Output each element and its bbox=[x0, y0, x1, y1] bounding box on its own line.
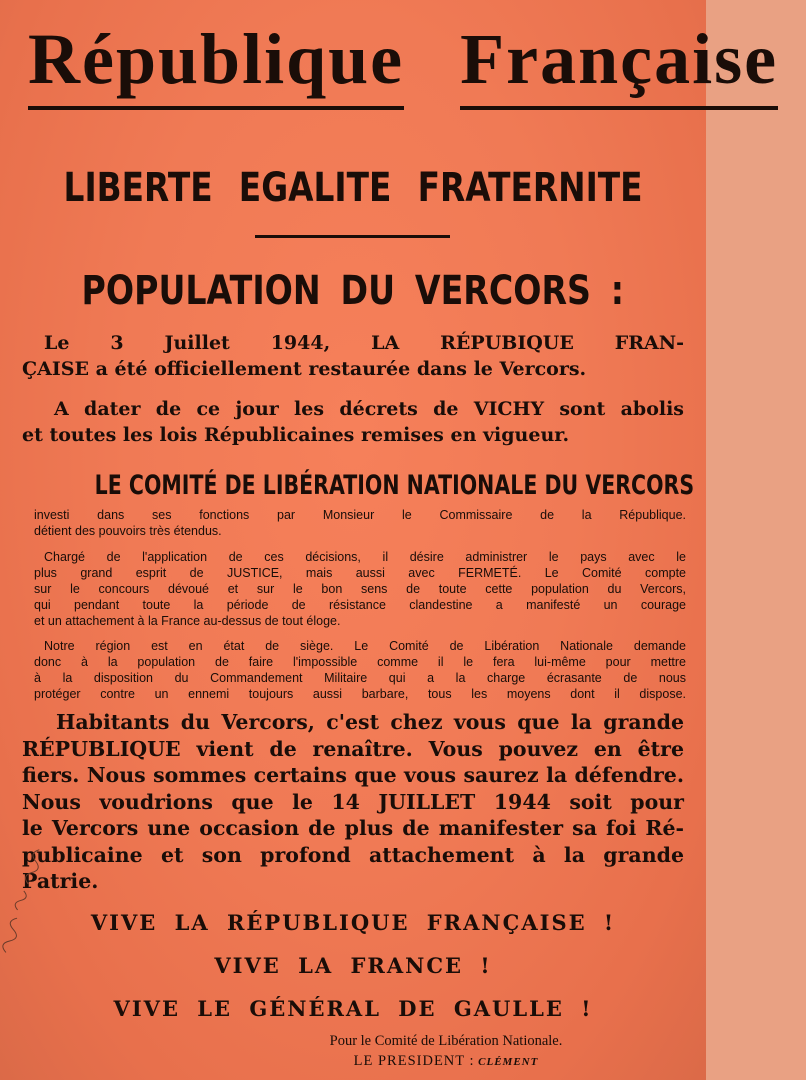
vive-de-gaulle: VIVE LE GÉNÉRAL DE GAULLE ! bbox=[113, 996, 593, 1021]
small-line: plus grand esprit de JUSTICE, mais aussi avec FERMETÉ. Le Comité compte bbox=[34, 566, 686, 580]
small-line: protéger contre un ennemi toujours aussi barbare, tous les moyens dont il dispose. bbox=[34, 687, 686, 701]
vive-republique: VIVE LA RÉPUBLIQUE FRANÇAISE ! bbox=[90, 910, 616, 935]
vive-france: VIVE LA FRANCE ! bbox=[214, 953, 492, 978]
address-text: POPULATION DU VERCORS : bbox=[81, 268, 625, 314]
paragraph-restoration bbox=[22, 330, 684, 382]
poster-title bbox=[0, 14, 779, 110]
paragraph-line: Le 3 Juillet 1944, LA RÉPUBIQUE FRAN- bbox=[44, 332, 684, 354]
small-paragraph-siege bbox=[34, 638, 686, 702]
paragraph-line: ÇAISE a été officiellement restaurée dans le Vercors. bbox=[22, 358, 587, 380]
signature-block bbox=[236, 1031, 656, 1072]
signature-title: LE PRESIDENT : bbox=[353, 1053, 475, 1069]
committee-heading bbox=[0, 466, 706, 506]
small-paragraph-justice bbox=[34, 549, 686, 629]
small-line: qui pendant toute la période de résistance clandestine a manifesté un courage bbox=[34, 598, 686, 612]
paragraph-line: et toutes les lois Républicaines remises en vigueur. bbox=[22, 424, 570, 446]
paragraph-line: Patrie. bbox=[22, 869, 99, 893]
paragraph-line: publicaine et son profond attachement à la grande bbox=[22, 842, 684, 867]
paragraph-line: fiers. Nous sommes certains que vous saurez la défendre. bbox=[22, 763, 684, 787]
address-heading bbox=[0, 262, 706, 320]
paragraph-vichy bbox=[22, 396, 684, 448]
small-line: investi dans ses fonctions par Monsieur le Commissaire de la République. bbox=[34, 508, 686, 522]
signature-committee: Pour le Comité de Libération Nationale. bbox=[329, 1033, 563, 1049]
paragraph-line: le Vercors une occasion de plus de manifester sa foi Ré- bbox=[22, 816, 684, 840]
committee-heading-text: LE COMITÉ DE LIBÉRATION NATIONALE DU VERCORS bbox=[94, 470, 695, 501]
paragraph-line: Habitants du Vercors, c'est chez vous que la grande bbox=[56, 710, 684, 734]
small-line: détient des pouvoirs très étendus. bbox=[34, 524, 222, 538]
paragraph-habitants bbox=[22, 709, 684, 895]
small-line: à la disposition du Commandement Militaire qui a la charge écrasante de nous bbox=[34, 671, 686, 685]
motto-underline bbox=[255, 235, 450, 238]
small-line: Notre région est en état de siège. Le Comité de Libération Nationale demande bbox=[44, 639, 686, 653]
title-word-republique: République bbox=[28, 14, 404, 110]
small-line: et un attachement à la France au-dessus de tout éloge. bbox=[34, 614, 341, 628]
signature-name: CLÉMENT bbox=[478, 1056, 539, 1068]
paragraph-line: RÉPUBLIQUE vient de renaître. Vous pouvez en être bbox=[22, 736, 684, 761]
motto bbox=[0, 158, 706, 218]
small-paragraph-investiture bbox=[34, 507, 686, 539]
title-word-francaise: Française bbox=[460, 14, 778, 110]
paragraph-line: A dater de ce jour les décrets de VICHY sont abolis bbox=[54, 398, 684, 420]
small-line: sur le concours dévoué et sur le bon sens de toute cette population du Vercors, bbox=[34, 582, 686, 596]
motto-text: LIBERTE EGALITE FRATERNITE bbox=[63, 165, 643, 211]
small-line: donc à la population de faire l'impossible comme il le fera lui-même pour mettre bbox=[34, 655, 686, 669]
small-line: Chargé de l'application de ces décisions, il désire administrer le pays avec le bbox=[44, 550, 686, 564]
paragraph-line: Nous voudrions que le 14 JUILLET 1944 soit pour bbox=[22, 789, 684, 814]
